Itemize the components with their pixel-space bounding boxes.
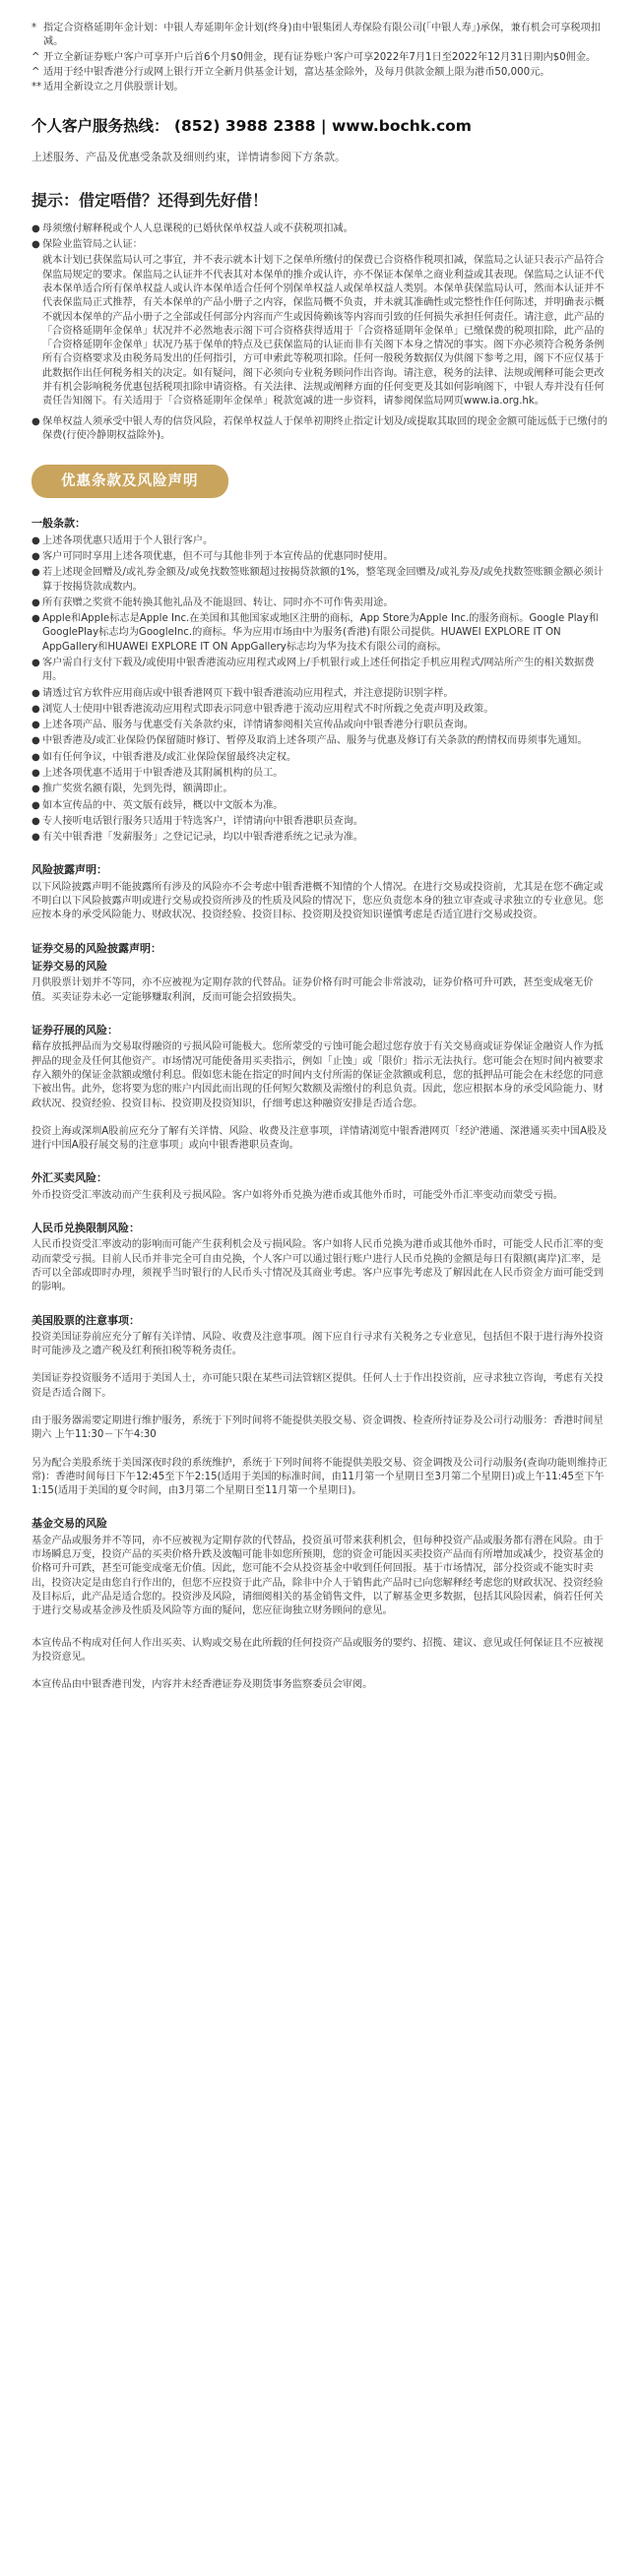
customer-hotline: 个人客户服务热线： (852) 3988 2388 | www.bochk.com — [32, 117, 472, 136]
section-paragraph: 外币投资受汇率波动而产生获利及亏损风险。客户如将外币兑换为港币或其他外币时，可能受外币汇率变动而蒙受亏损。 — [32, 1189, 563, 1201]
list-item-text: Apple和Apple标志是Apple Inc.在美国和其他国家或地区注册的商标，App Store为Apple Inc.的服务商标。Google Play和GooglePlay标志均为GoogleInc.的商标。华为应用市场由中为服务(香港)有限公司提供。HUAWEI EXPLORE IT ON AppGallery和HUAWEI EXPLORE IT ON AppGallery标志均为华为技术有限公司的商标。 — [42, 613, 599, 653]
footnote-mark: ^ — [32, 51, 40, 63]
bullet-icon: ● — [32, 551, 40, 563]
tax-hint-list — [32, 222, 610, 253]
list-item — [32, 222, 610, 236]
section-paragraph: 月供股票计划并不等同，亦不应被视为定期存款的代替品。证券价格有时可能会非常波动，证券价格可升可跌，甚至变成毫无价值。买卖证券未必一定能够赚取利润，反而可能会招致损失。 — [32, 977, 594, 1003]
disclaimer-text: 本宣传品不构成对任何人作出买卖、认购或交易在此所载的任何投资产品或服务的要约、招揽、建议、意见或任何保证且不应被视为投资意见。 — [32, 1637, 604, 1663]
list-item — [32, 831, 610, 845]
tax-hint-title: 提示：借定唔借？还得到先好借！ — [32, 191, 269, 211]
risk-section — [32, 1313, 610, 1499]
bullet-icon: ● — [32, 613, 40, 625]
section-title: 外汇买卖风险： — [32, 1171, 107, 1185]
list-item — [32, 719, 610, 732]
section-title: 风险披露声明： — [32, 863, 107, 877]
bullet-icon: ● — [32, 687, 40, 699]
bullet-icon: ● — [32, 415, 40, 427]
risk-section — [32, 1221, 610, 1295]
bullet-icon: ● — [32, 751, 40, 763]
general-terms — [32, 516, 610, 845]
list-item-text: 保单权益人须承受中银人寿的信贷风险，若保单权益人于保单初期终止指定计划及/或提取其取回的现金金额可能远低于已缴付的保费(行使冷静期权益除外)。 — [42, 415, 608, 441]
section-title: 基金交易的风险 — [32, 1517, 107, 1531]
section-paragraph: 另为配合美股系统于美国深夜时段的系统维护，系统于下列时间将不能提供美股交易、资金调拨及公司行动服务(查询功能则维持正常)：香港时间每日下午12:45至下午2:15(适用于美国的标准时间，由11月第一个星期日至3月第二个星期日)或上午11:45至下午1:15(适用于美国的夏令时间，由3月第二个星期日至11月第一个星期日)。 — [32, 1457, 608, 1497]
footnote-mark: ** — [32, 82, 42, 94]
section-title: 证券孖展的风险： — [32, 1023, 118, 1037]
risk-section — [32, 1170, 610, 1203]
tax-hint-list-end — [32, 415, 610, 444]
list-item — [32, 703, 610, 717]
footnote-mark: * — [32, 23, 37, 33]
risk-section — [32, 1023, 610, 1153]
bullet-icon: ● — [32, 815, 40, 827]
section-paragraph: 投资美国证券前应充分了解有关详情、风险、收费及注意事项。阁下应自行寻求有关税务之专业意见，包括但不限于进行海外投资时可能涉及之遗产税及红利预扣税等税务责任。 — [32, 1331, 604, 1357]
risk-section — [32, 862, 610, 922]
bullet-icon: ● — [32, 832, 40, 844]
risk-section — [32, 1516, 610, 1618]
section-paragraph: 藉存放抵押品而为交易取得融资的亏损风险可能极大。您所蒙受的亏蚀可能会超过您存放于有关交易商或证券保证金融资人作为抵押品的现金及任何其他资产。市场情况可能使备用买卖指示，例如「止蚀」或「限价」指示无法执行。您可能会在短时间内被要求存入额外的保证金款额或缴付利息。假如您未能在指定的时间内支付所需的保证金款额或利息，您的抵押品可能会在未经您的同意下被出售。此外，您将要为您的账户内因此而出现的任何短欠数额及需缴付的利息负责。因此，您应根据本身的承受风险能力、财政状况、投资经验、投资目标、投资期及投资知识，仔细考虑这种融资安排是否适合您。 — [32, 1041, 604, 1109]
bullet-icon: ● — [32, 799, 40, 811]
bullet-icon: ● — [32, 567, 40, 579]
list-item — [32, 815, 610, 829]
section-subtitle: 证券交易的风险 — [32, 960, 107, 974]
footnote-mark: ^ — [32, 66, 40, 78]
section-paragraph: 基金产品或服务并不等同，亦不应被视为定期存款的代替品，投资虽可带来获利机会，但每种投资产品或服务都有潜在风险。由于市场瞬息万变，投资产品的买卖价格升跌及波幅可能非如您所预期，您的资金可能因买卖投资产品而有所增加或减少，投资基金的价格可升可跌，甚至可能变成毫无价值。因此，您可能不会从投资基金中收到任何回报。基于市场情况，部分投资或不能实时卖出，投资决定是由您自行作出的，但您不应投资于此产品，除非中介人于销售此产品时已向您解释经考虑您的财政状况、投资经验及目标后，此产品是适合您的。投资涉及风险，请细阅相关的基金销售文件，以了解基金更多数据，包括其风险因素，倘若任何关于进行交易或基金涉及性质及风险等方面的疑问，您应征询独立财务顾问的意见。 — [32, 1535, 604, 1617]
section-title: 一般条款： — [32, 517, 86, 531]
bullet-icon: ● — [32, 720, 40, 731]
bullet-icon: ● — [32, 222, 40, 234]
bullet-icon: ● — [32, 703, 40, 715]
list-item-text: 保险业监管局之认证： — [42, 239, 143, 251]
risk-sections — [32, 862, 610, 1618]
list-item-text: 中银香港及/或汇业保险仍保留随时修订、暂停及取消上述各项产品、服务与优惠及修订有关条款的酌情权而毋须事先通知。 — [42, 735, 588, 747]
list-item-text: 上述各项优惠不适用于中银香港及其附属机构的员工。 — [42, 768, 284, 779]
list-item-text: 推广奖赏名额有限，先到先得，额满即止。 — [42, 784, 233, 795]
terms-list — [32, 534, 610, 846]
list-item — [32, 657, 610, 685]
footnote-text: 指定合资格延期年金计划：中银人寿延期年金计划(终身)由中银集团人寿保险有限公司(「中银人寿」)承保，兼有机会可享税项扣减。 — [43, 23, 602, 48]
list-item — [32, 566, 610, 595]
bullet-icon: ● — [32, 735, 40, 747]
footnotes — [32, 22, 610, 94]
list-item-text: 客户需自行支付下载及/或使用中银香港流动应用程式或网上/手机银行或上述任何指定手机应用程式/网站所产生的相关数据费用。 — [42, 658, 595, 683]
list-item — [32, 238, 610, 252]
list-item-text: 专人接听电话银行服务只适用于特选客户，详情请向中银香港职员查询。 — [42, 815, 363, 827]
footnote — [32, 66, 610, 80]
section-title: 美国股票的注意事项： — [32, 1313, 140, 1327]
list-item — [32, 751, 610, 765]
footnote — [32, 51, 610, 65]
footnote-text: 适用全新设立之月供股票计划。 — [43, 82, 184, 94]
footnote — [32, 22, 610, 50]
publisher-note: 本宣传品由中银香港刊发，内容并未经香港证券及期货事务监察委员会审阅。 — [32, 1679, 373, 1691]
list-item — [32, 534, 610, 548]
section-paragraph: 人民币投资受汇率波动的影响而可能产生获利机会及亏损风险。客户如将人民币兑换为港币或其他外币时，可能受人民币汇率的变动而蒙受亏损。目前人民币并非完全可自由兑换，个人客户可以通过银行账户进行人民币兑换的金额是每日有限额(离岸)汇率，是否可以全部或即时办理，须视乎当时银行的人民币头寸情况及其商业考虑。客户应事先考虑及了解因此在人民币资金方面可能受到的影响。 — [32, 1239, 604, 1293]
list-item-text: 有关中银香港「发薪服务」之登记记录，均以中银香港系统之记录为准。 — [42, 832, 363, 844]
list-item-text: 请透过官方软件应用商店或中银香港网页下载中银香港流动应用程式，并注意提防识别字样。 — [42, 687, 454, 699]
footnote — [32, 81, 610, 94]
section-paragraph: 投资上海或深圳A股前应充分了解有关详情、风险、收费及注意事项，详情请浏览中银香港网页「经沪港通、深港通买卖中国A股及进行中国A股孖展交易的注意事项」或向中银香港职员查询。 — [32, 1125, 608, 1152]
list-item-text: 上述各项优惠只适用于个人银行客户。 — [42, 534, 214, 546]
list-item — [32, 767, 610, 781]
list-item-text: 浏览人士使用中银香港流动应用程式即表示同意中银香港于流动应用程式不时所载之免责声明及政策。 — [42, 703, 494, 715]
list-item-text: 所有获赠之奖赏不能转换其他礼品及不能退回、转让、同时亦不可作售卖用途。 — [42, 597, 394, 608]
list-item — [32, 415, 610, 444]
section-paragraph: 美国证券投资服务不适用于美国人士，亦可能只限在某些司法管辖区提供。任何人士于作出投资前，应寻求独立咨询，考虑有关投资是否适合阁下。 — [32, 1373, 604, 1399]
bullet-icon: ● — [32, 239, 40, 251]
badge-wrapper — [32, 465, 610, 498]
list-item — [32, 687, 610, 701]
hotline-subtitle: 上述服务、产品及优惠受条款及细则约束，详情请参阅下方条款。 — [32, 151, 346, 164]
list-item — [32, 612, 610, 655]
list-item-text: 上述各项产品、服务与优惠受有关条款约束，详情请参阅相关宣传品或向中银香港分行职员查询。 — [42, 720, 475, 731]
list-item-text: 若上述现金回赠及/或礼券金额及/或免找数签账额超过按揭贷款额的1%，整笔现金回赠及/或礼券及/或免找数签账额金额必须计算于按揭贷款成数内。 — [42, 567, 604, 593]
bullet-icon: ● — [32, 784, 40, 795]
bullet-icon: ● — [32, 658, 40, 669]
list-item — [32, 799, 610, 813]
list-item-text: 如有任何争议，中银香港及/或汇业保险保留最终决定权。 — [42, 751, 297, 763]
footnote-text: 适用于经中银香港分行或网上银行开立全新月供基金计划，富达基金除外，及每月供款金额上限为港币50,000元。 — [43, 66, 550, 78]
section-badge: 优惠条款及风险声明 — [32, 465, 228, 498]
list-item — [32, 550, 610, 564]
list-item-text: 母须缴付解释税或个人人息课税的已婚伙保单权益人或不获税项扣减。 — [42, 222, 353, 234]
bullet-icon: ● — [32, 597, 40, 608]
list-item-text: 如本宣传品的中、英文版有歧异，概以中文版本为准。 — [42, 799, 284, 811]
ia-certification-text: 就本计划已获保监局认可之事宜，并不表示就本计划下之保单所缴付的保费已合资格作税项扣减，保监局之认证只表示产品符合保监局规定的要求。保监局之认证并不代表其对本保单的推介或认许，亦不保证本保单之商业利益或其表现。保监局之认证不代表本保单适合所有保单权益人或认许本保单适合任何个别保单权益人或保单权益人类别。本保单获保监局认可，然而本认证并不代表保监局正式推荐，有关本保单的产品小册子之内容，保监局概不负责，并未就其准确性或完整性作任何陈述，并明确表示概不就因本保单的产品小册子之全部或任何部分内容而产生或因倚赖该等内容而引致的任何损失承担任何责任。请注意，此产品的「合资格延期年金保单」状况并不必然地表示阁下可合资格获得适用于「合资格延期年金保单」已缴保费的税项扣除，此产品的「合资格延期年金保单」状况乃基于保单的特点及已获保监局的认证而非有关阁下本身之情况的事实。阁下亦必须符合税务条例所有合资格要求及由税务局发出的任何指引，方可申索此等税项扣除。任何一般税务数据仅为供阁下参考之用，阁下不应仅基于此数据作出任何税务相关的决定。如有疑问，阁下必须向专业税务顾问作出咨询。请注意，税务的法律、法规或阐释可能会更改并有机会影响税务优惠包括税项扣除申请资格。有关法律、法规或阐释方面的任何变更及其如何影响阁下，中银人寿并没有任何责任告知阁下。有关适用于「合资格延期年金保单」税款宽减的进一步资料，请参阅保监局网页www.ia.org.hk。 — [42, 255, 605, 408]
footnote-text: 开立全新证券账户客户可享开户后首6个月$0佣金，现有证券账户客户可享2022年7月1日至2022年12月31日期内$0佣金。 — [43, 51, 597, 63]
list-item-text: 客户可同时享用上述各项优惠，但不可与其他非列于本宣传品的优惠同时使用。 — [42, 551, 394, 563]
bullet-icon: ● — [32, 534, 40, 546]
list-item — [32, 783, 610, 796]
list-item — [32, 597, 610, 610]
section-title: 人民币兑换限制风险： — [32, 1222, 140, 1235]
section-paragraph: 由于服务器需要定期进行维护服务，系统于下列时间将不能提供美股交易、资金调拨、检查所持证券及公司行动服务：香港时间星期六 上午11:30－下午4:30 — [32, 1415, 604, 1441]
bullet-icon: ● — [32, 768, 40, 779]
section-title: 证券交易的风险披露声明： — [32, 941, 161, 955]
risk-section — [32, 941, 610, 1005]
section-paragraph: 以下风险披露声明不能披露所有涉及的风险亦不会考虑中银香港概不知情的个人情况。在进行交易或投资前，尤其是在您不确定或不明白以下风险披露声明或进行交易或投资所涉及的性质及风险的情况下，您应负责您本身的独立审查或寻求独立的专业意见。您应按本身的承受风险能力、财政状况、投资经验、投资目标、投资期及投资知识谨慎考虑是否适宜进行交易或投资。 — [32, 881, 604, 921]
list-item — [32, 734, 610, 748]
